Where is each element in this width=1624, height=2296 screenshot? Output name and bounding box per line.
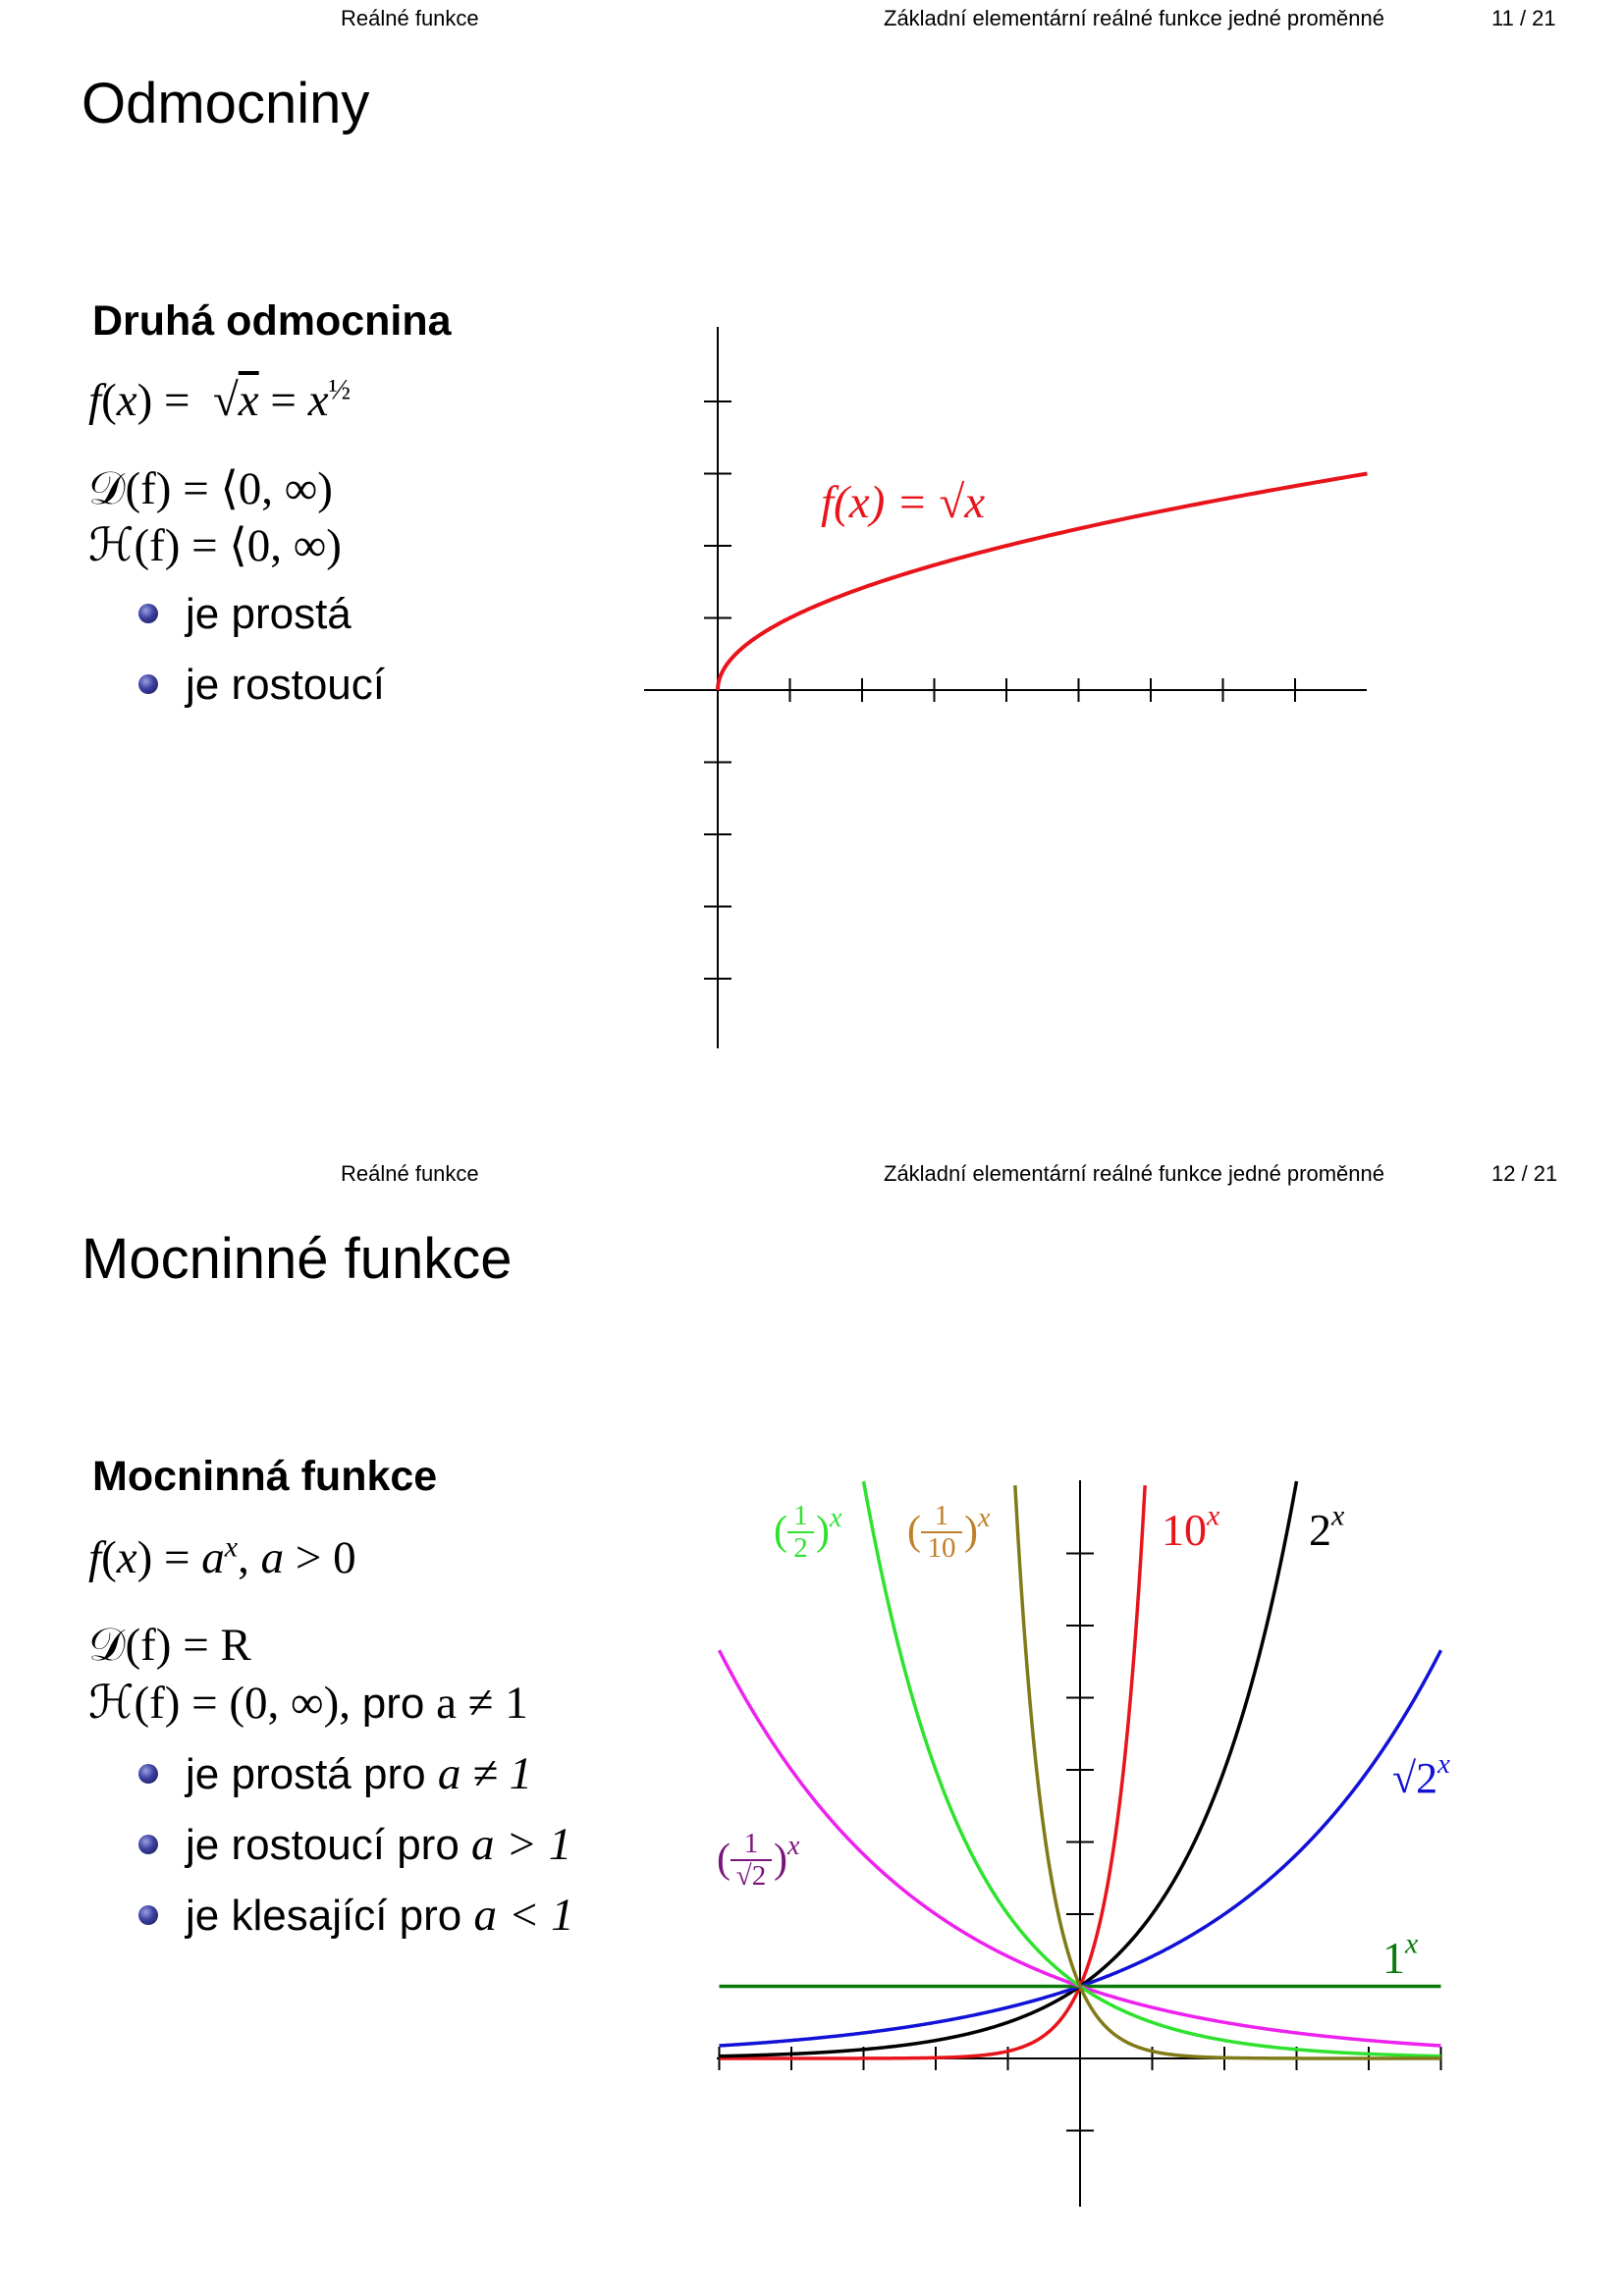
bullet-icon — [138, 604, 158, 623]
series-label: 10$^x$ — [1162, 1499, 1220, 1555]
series-label: √2$^x$ — [1392, 1749, 1450, 1802]
header-center: Základní elementární reálné funkce jedné proměnné — [884, 1161, 1384, 1186]
formula: $f(x) = a^x$, a > 0 — [88, 1530, 356, 1583]
formula: $f(x) = √x = x^{\frac{1}{2}}$ — [88, 373, 352, 426]
svg-text:x: x — [978, 1503, 991, 1533]
domain-formula: 𝒟(f) = ⟨0, ∞) — [88, 463, 333, 514]
svg-text:): ) — [816, 1509, 830, 1554]
svg-text:): ) — [774, 1837, 787, 1882]
range-formula: ℋ(f) = ⟨0, ∞) — [88, 520, 342, 571]
chart-axes — [717, 1480, 1441, 2207]
svg-text:1: 1 — [793, 1500, 808, 1531]
series-line — [864, 1481, 1441, 2056]
series-line — [720, 1481, 1297, 2056]
svg-text:1: 1 — [934, 1500, 949, 1531]
series-line-sqrt — [718, 474, 1368, 691]
list-item: je prostá pro a ≠ 1 — [138, 1751, 532, 1797]
series-line — [720, 1485, 1146, 2058]
header-page: 12 / 21 — [1491, 1161, 1558, 1186]
series-label: 1$^x$ — [1382, 1927, 1419, 1983]
header-left: Reálné funkce — [341, 6, 479, 30]
series-label — [717, 1828, 800, 1892]
slide-title: Mocninné funkce — [81, 1227, 513, 1291]
header-center: Základní elementární reálné funkce jedné proměnné — [884, 6, 1384, 30]
exponential-chart — [687, 1463, 1502, 2228]
list-item: je klesající pro a < 1 — [138, 1893, 574, 1939]
slide-subtitle: Druhá odmocnina — [92, 297, 452, 345]
svg-text:10: 10 — [927, 1532, 956, 1564]
list-item: je rostoucí — [138, 664, 385, 707]
bullet-icon — [138, 1835, 158, 1854]
series-line — [1015, 1485, 1441, 2058]
curve-label: f(x) = √x — [821, 477, 986, 528]
series-label: 2$^x$ — [1309, 1499, 1345, 1555]
range-formula: ℋ(f) = (0, ∞), pro a ≠ 1 — [88, 1678, 528, 1729]
bullet-icon — [138, 1905, 158, 1925]
svg-text:x: x — [787, 1831, 800, 1861]
svg-text:(: ( — [774, 1509, 787, 1554]
svg-text:1: 1 — [743, 1828, 759, 1859]
chart-axes — [644, 327, 1367, 1048]
header-page: 11 / 21 — [1491, 6, 1556, 30]
slide-subtitle: Mocninná funkce — [92, 1453, 438, 1500]
svg-text:(: ( — [717, 1837, 731, 1882]
svg-text:(: ( — [907, 1509, 921, 1554]
series-label — [907, 1500, 991, 1564]
sqrt-chart — [638, 324, 1384, 1055]
list-item: je prostá — [138, 593, 352, 636]
domain-formula: 𝒟(f) = R — [88, 1620, 251, 1671]
svg-text:): ) — [964, 1509, 978, 1554]
svg-text:2: 2 — [793, 1532, 808, 1564]
bullet-icon — [138, 674, 158, 694]
svg-text:x: x — [830, 1503, 842, 1533]
series-labels — [717, 1499, 1450, 1983]
series-label — [774, 1500, 842, 1564]
header-left: Reálné funkce — [341, 1161, 479, 1186]
bullet-icon — [138, 1764, 158, 1784]
slide-title: Odmocniny — [81, 72, 370, 135]
svg-text:√2: √2 — [735, 1860, 767, 1892]
list-item: je rostoucí pro a > 1 — [138, 1822, 571, 1868]
